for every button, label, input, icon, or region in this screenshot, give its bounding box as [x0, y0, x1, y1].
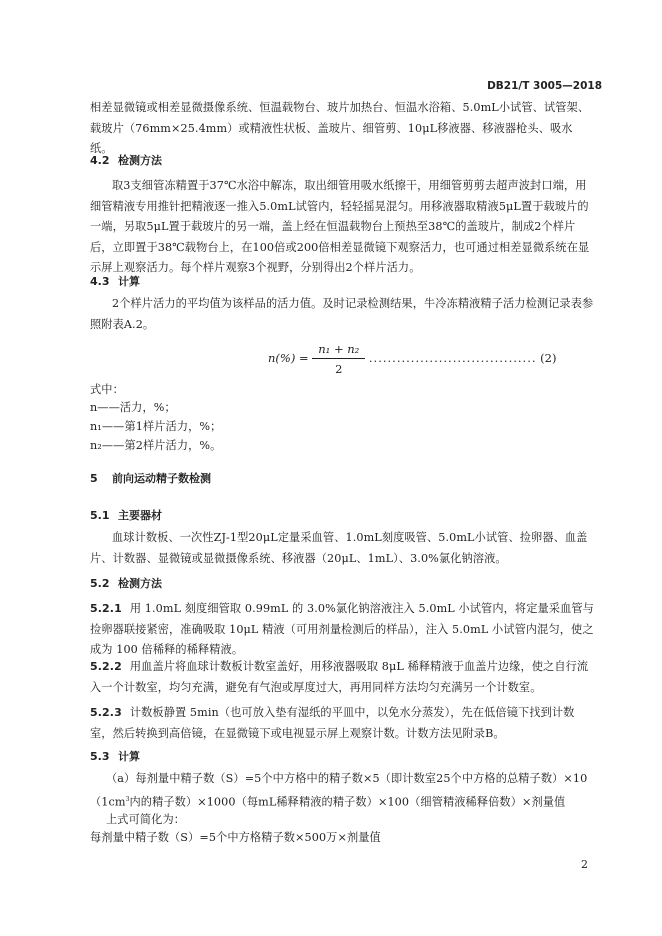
section-title: 计算: [118, 275, 140, 288]
formula-numerator: n₁ + n₂: [312, 342, 365, 359]
step-number: 5.2.1: [90, 602, 122, 615]
definition-n2: n₂——第2样片活力，%。: [90, 439, 222, 452]
section-heading-5-2: [90, 575, 162, 591]
section-heading-4-2: [90, 152, 162, 168]
section-heading-5-3: [90, 748, 140, 764]
formula-a-superscript: 3: [125, 795, 130, 803]
section-title: 检测方法: [118, 154, 162, 167]
where-label: 式中：: [90, 383, 124, 396]
equipment-list-paragraph: 血球计数板、一次性ZJ-1型20μL定量采血管、1.0mL刻度吸管、5.0mL小试管、捡卵器、血盖片、计数器、显微镜或显微摄像系统、移液器（20μL、1mL）、3.0%氯化钠溶液。: [90, 531, 588, 565]
definition-n: n——活力，%；: [90, 401, 176, 414]
step-5-2-2: [90, 657, 595, 698]
step-text: 用 1.0mL 刻度细管取 0.99mL 的 3.0%氯化钠溶液注入 5.0mL 小试管内，将定量采血管与捡卵器联接紧密，准确吸取 10μL 精液（可用剂量检测后的样品），注入 5.0mL 小试管内混匀，使之成为 100 倍稀释的稀释精液。: [90, 602, 594, 656]
formula-a-part1: （a）每剂量中精子数（S）=5个中方格中的精子数×5（即计数室25个中方格的总精子数）×10（1cm: [90, 772, 588, 809]
section-number: 4.2: [90, 154, 110, 167]
step-5-2-3: [90, 703, 595, 744]
section-title: 检测方法: [118, 577, 162, 590]
section-number: 5.3: [90, 750, 110, 763]
simplified-formula: 每剂量中精子数（S）=5个中方格精子数×500万×剂量值: [90, 831, 381, 844]
step-text: 计数板静置 5min（也可放入垫有湿纸的平皿中，以免水分蒸发），先在低倍镜下找到计数室，然后转换到高倍镜，在显微镜下或电视显示屏上观察计数。计数方法见附录B。: [90, 706, 575, 740]
step-number: 5.2.2: [90, 660, 122, 673]
method-paragraph: 取3支细管冻精置于37℃水浴中解冻，取出细管用吸水纸擦干，用细管剪剪去超声波封口端，用细管精液专用推针把精液逐一推入5.0mL试管内，轻轻摇晃混匀。用移液器取精液5μL置于载玻片的一端，另取5μL置于载玻片的另一端，盖上经在恒温载物台上预热至38℃的盖玻片，制成2个样片后，立即置于38℃载物台上，在100倍或200倍相差显微镜下观察活力，也可通过相差显微系统在显示屏上观察活力。每个样片观察3个视野，分别得出2个样片活力。: [90, 179, 590, 274]
formula-a-part2: 内的精子数）×1000（每mL稀释精液的精子数）×100（细管精液稀释倍数）×剂量值: [129, 795, 566, 809]
step-text: 用血盖片将血球计数板计数室盖好，用移液器吸取 8μL 稀释精液于血盖片边缘，使之自行流入一个计数室，均匀充满，避免有气泡或厚度过大，再用同样方法均匀充满另一个计数室。: [90, 660, 589, 694]
formula-a-paragraph: [90, 769, 595, 813]
formula-fraction: [312, 342, 365, 376]
document-id: DB21/T 3005—2018: [487, 80, 602, 92]
section-heading-5-1: [90, 507, 162, 523]
formula-leader-dots: ....................................: [368, 351, 537, 365]
simplify-label: 上式可简化为：: [106, 813, 186, 826]
section-heading-5: [90, 470, 211, 486]
definition-n1: n₁——第1样片活力，%；: [90, 420, 222, 433]
formula-lhs: n(%) =: [268, 351, 309, 365]
step-5-2-1: [90, 599, 595, 661]
equipment-paragraph: 相差显微镜或相差显微摄像系统、恒温载物台、玻片加热台、恒温水浴箱、5.0mL小试管、试管架、载玻片（76mm×25.4mm）或精液性状板、盖玻片、细管剪、10μL移液器、移液器枪头、吸水纸。: [90, 101, 590, 155]
step-number: 5.2.3: [90, 706, 122, 719]
section-heading-4-3: [90, 273, 140, 289]
section-number: 5.2: [90, 577, 110, 590]
page-number: 2: [581, 858, 588, 871]
section-number: 5: [90, 472, 98, 485]
section-title: 主要器材: [118, 509, 162, 522]
formula-denominator: 2: [335, 362, 343, 376]
formula-equation-number: (2): [540, 351, 557, 365]
section-number: 5.1: [90, 509, 110, 522]
calculation-paragraph: 2个样片活力的平均值为该样品的活力值。及时记录检测结果，牛冷冻精液精子活力检测记录表参照附表A.2。: [90, 297, 594, 331]
section-number: 4.3: [90, 275, 110, 288]
formula-2: [268, 342, 598, 376]
section-title: 计算: [118, 750, 140, 763]
section-title: 前向运动精子数检测: [112, 472, 211, 485]
